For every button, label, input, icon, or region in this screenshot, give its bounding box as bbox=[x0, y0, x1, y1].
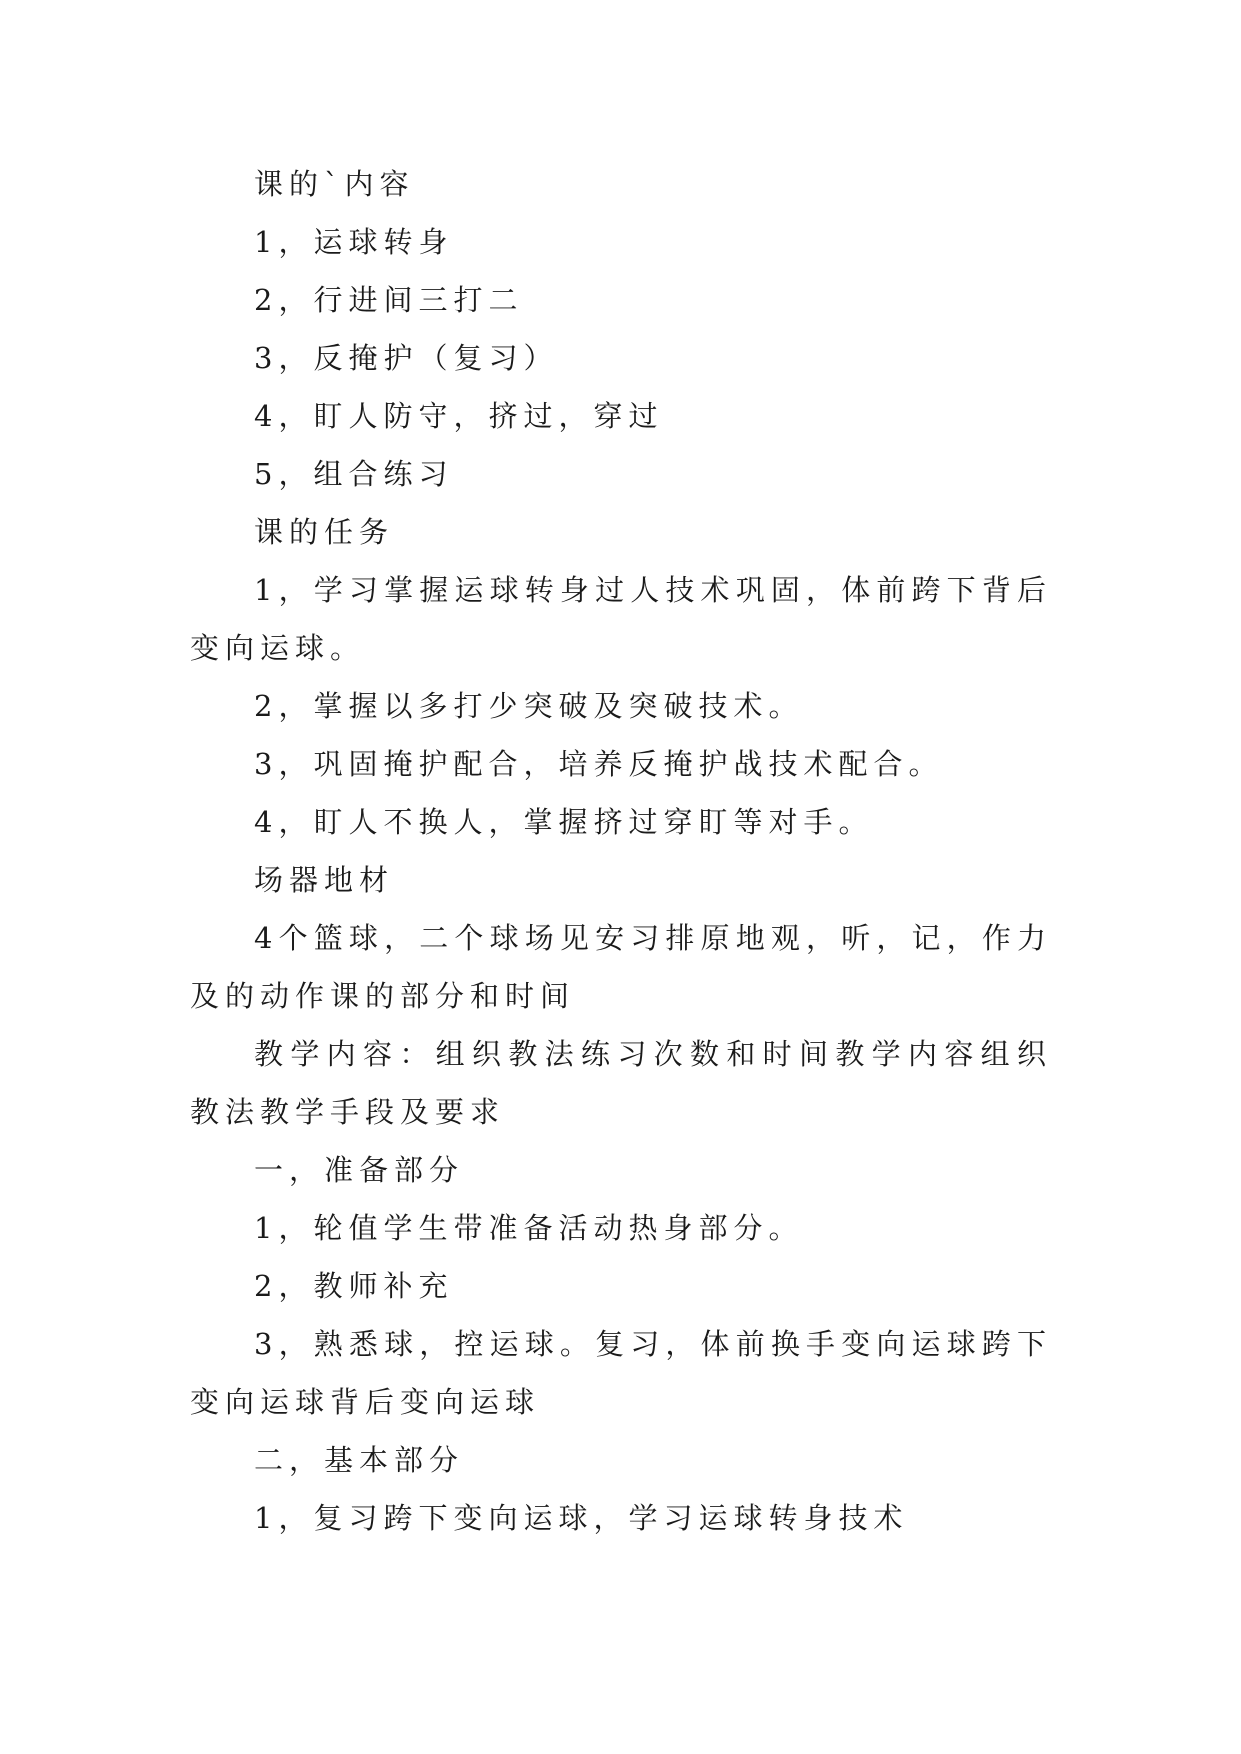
section-heading: 二，基本部分 bbox=[254, 1443, 465, 1477]
section-heading: 场器地材 bbox=[254, 863, 395, 897]
step-item: 1，复习跨下变向运球，学习运球转身技术 bbox=[254, 1501, 909, 1535]
document-body bbox=[190, 155, 1052, 1547]
step-item: 1，轮值学生带准备活动热身部分。 bbox=[254, 1211, 804, 1245]
content-item: 1，运球转身 bbox=[254, 225, 454, 259]
step-item: 3，熟悉球，控运球。复习，体前换手变向运球跨下变向运球背后变向运球 bbox=[190, 1327, 1052, 1419]
section-heading: 课的任务 bbox=[254, 515, 395, 549]
body-paragraph: 4个篮球，二个球场见安习排原地观，听，记，作力及的动作课的部分和时间 bbox=[190, 921, 1052, 1013]
task-item: 4，盯人不换人，掌握挤过穿盯等对手。 bbox=[254, 805, 874, 839]
content-item: 5，组合练习 bbox=[254, 457, 454, 491]
section-heading: 一，准备部分 bbox=[254, 1153, 465, 1187]
section-heading: 课的`内容 bbox=[254, 167, 415, 201]
content-item: 2，行进间三打二 bbox=[254, 283, 524, 317]
content-item: 4，盯人防守，挤过，穿过 bbox=[254, 399, 664, 433]
task-item: 3，巩固掩护配合，培养反掩护战技术配合。 bbox=[254, 747, 944, 781]
step-item: 2，教师补充 bbox=[254, 1269, 454, 1303]
content-item: 3，反掩护（复习） bbox=[254, 341, 559, 375]
body-paragraph: 教学内容：组织教法练习次数和时间教学内容组织教法教学手段及要求 bbox=[190, 1037, 1052, 1129]
task-item: 1，学习掌握运球转身过人技术巩固，体前跨下背后变向运球。 bbox=[190, 573, 1052, 665]
task-item: 2，掌握以多打少突破及突破技术。 bbox=[254, 689, 804, 723]
